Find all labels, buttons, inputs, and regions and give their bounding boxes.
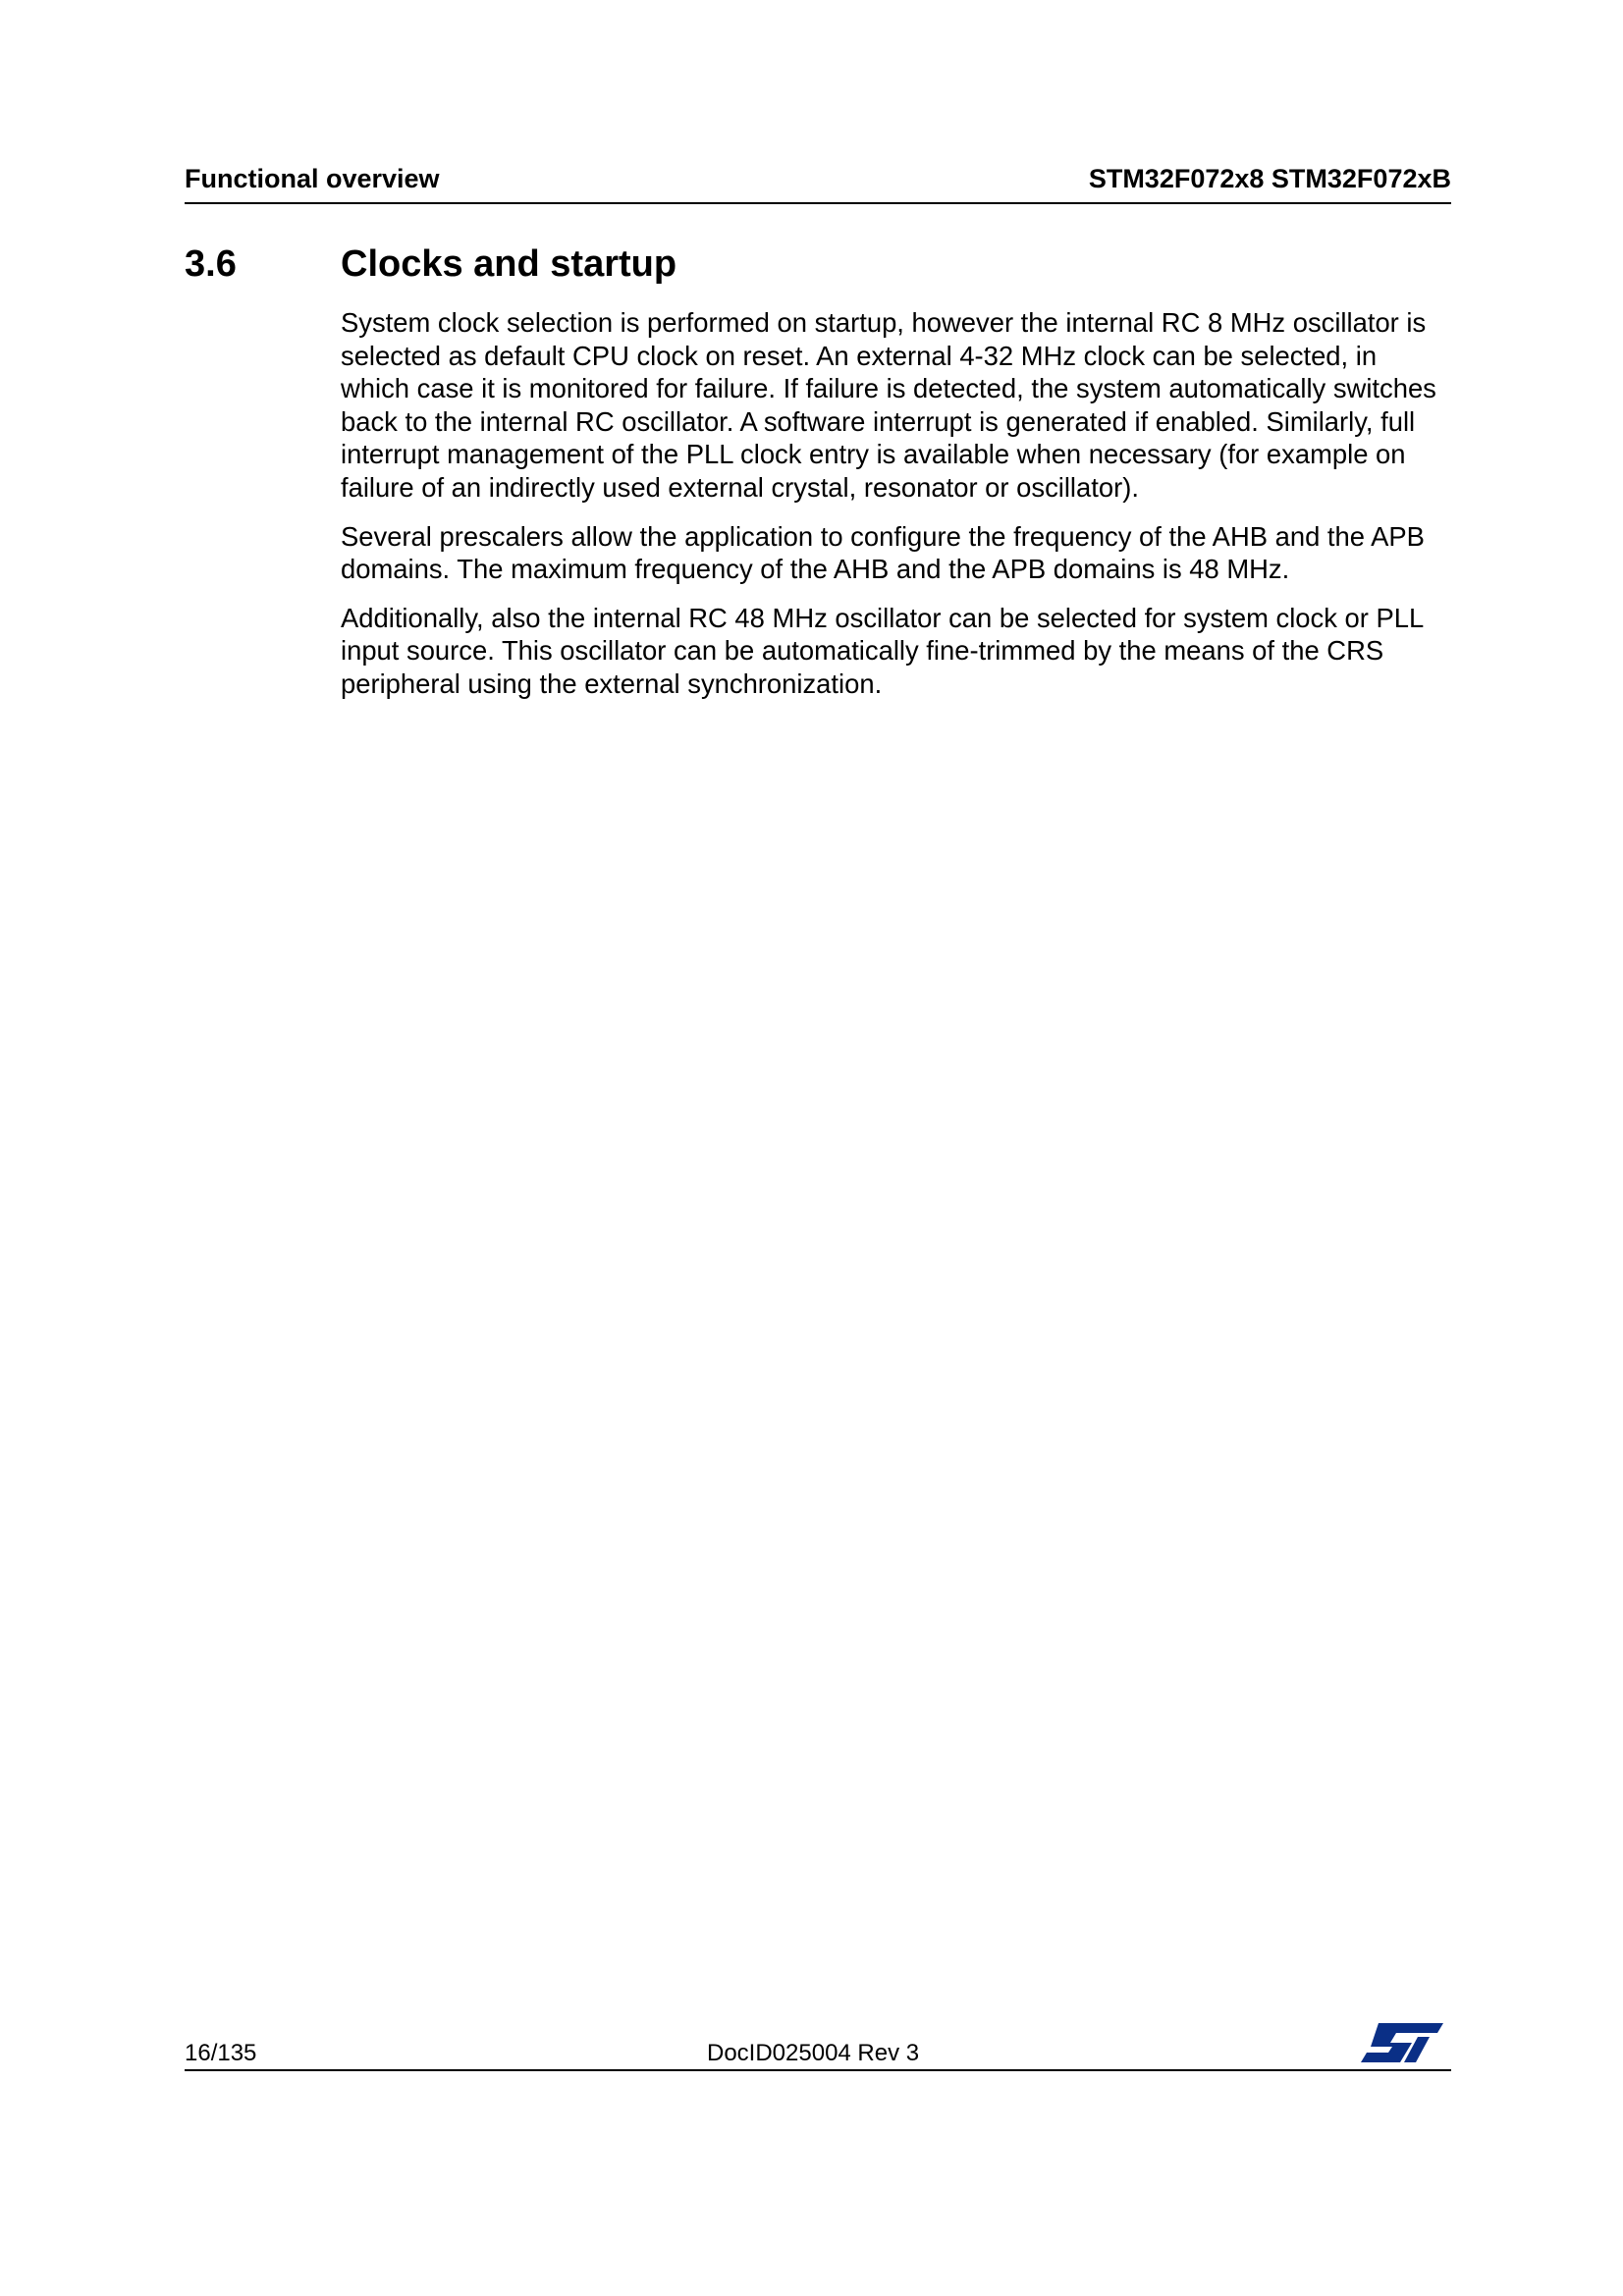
page-header — [185, 157, 1451, 204]
paragraph: Several prescalers allow the application to configure the frequency of the AHB and the APB domains. The maximum frequency of the AHB and the APB domains is 48 MHz. — [341, 520, 1425, 585]
page-footer — [185, 2017, 1451, 2071]
page-number: 16/135 — [185, 2040, 257, 2066]
st-logo-icon — [1361, 2019, 1443, 2066]
section-body — [341, 306, 1451, 717]
header-section-name: Functional overview — [185, 164, 440, 193]
section-number: 3.6 — [185, 243, 237, 285]
paragraph: System clock selection is performed on startup, however the internal RC 8 MHz oscillator is selected as default CPU clock on reset. An external 4-32 MHz clock can be selected, in which case it is monitored for failure. If failure is detected, the system automatically switches back to the internal RC oscillator. A software interrupt is generated if enabled. Similarly, full interrupt management of the PLL clock entry is available when necessary (for example on failure of an indirectly used external crystal, resonator or oscillator). — [341, 307, 1436, 503]
paragraph: Additionally, also the internal RC 48 MHz oscillator can be selected for system clock or PLL input source. This oscillator can be automatically fine-trimmed by the means of the CRS peripheral using the external synchronization. — [341, 602, 1424, 699]
header-product-name: STM32F072x8 STM32F072xB — [1088, 164, 1451, 193]
document-id: DocID025004 Rev 3 — [707, 2040, 920, 2066]
section-title: Clocks and startup — [341, 243, 677, 285]
